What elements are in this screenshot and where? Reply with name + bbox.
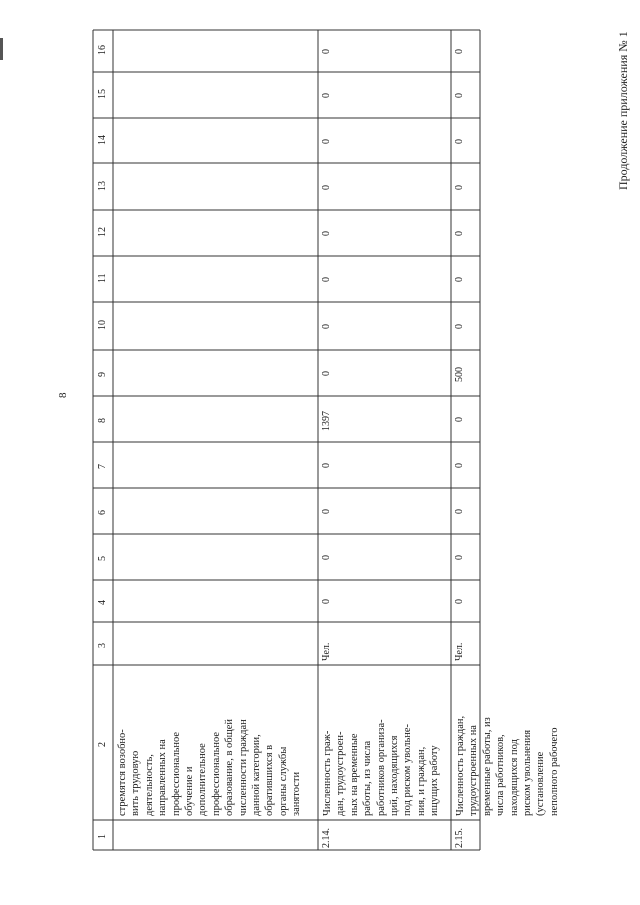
row-description-line: ния, и граждан, <box>415 746 427 816</box>
row-description-line: профессиональное <box>210 731 222 816</box>
row-description-line: численности граждан <box>237 719 249 816</box>
row-description-line: дан, трудоустроен- <box>335 731 347 816</box>
row-value-col-7: 0 <box>454 463 465 468</box>
row-description-line: стремятся возобно- <box>117 729 128 816</box>
appendix-continuation-label: Продолжение приложения № 1 <box>616 31 630 190</box>
row-value-col-9: 500 <box>454 367 465 382</box>
column-header-15: 15 <box>97 89 108 99</box>
row-unit: Чел. <box>321 642 332 661</box>
row-value-col-9: 0 <box>321 371 332 376</box>
column-header-7: 7 <box>97 464 108 469</box>
row-value-col-15: 0 <box>454 93 465 98</box>
row-value-col-10: 0 <box>321 324 332 329</box>
row-value-col-16: 0 <box>454 49 465 54</box>
row-description-line: под риском увольне- <box>402 723 414 816</box>
column-header-9: 9 <box>97 372 108 377</box>
column-header-2: 2 <box>97 741 108 747</box>
row-description-line: числа работников, <box>495 734 507 816</box>
row-value-col-12: 0 <box>321 231 332 236</box>
row-value-col-6: 0 <box>321 509 332 514</box>
row-value-col-6: 0 <box>454 509 465 514</box>
row-description-line: ищущих работу <box>429 745 441 816</box>
row-value-col-14: 0 <box>454 138 465 144</box>
row-unit: Чел. <box>454 642 465 661</box>
row-description-line: вить трудовую <box>130 750 142 816</box>
column-header-3: 3 <box>97 642 108 648</box>
row-description-line: работы, из числа <box>362 740 374 816</box>
row-value-col-11: 0 <box>321 277 332 282</box>
row-value-col-5: 0 <box>321 555 332 560</box>
row-value-col-11: 0 <box>454 277 465 282</box>
column-header-13: 13 <box>97 180 108 191</box>
row-value-col-13: 0 <box>321 184 332 190</box>
row-description-line: занятости <box>291 771 303 816</box>
row-description-line: образование, в общей <box>224 718 236 816</box>
row-value-col-5: 0 <box>454 555 465 560</box>
page-number: 8 <box>57 392 69 398</box>
column-header-16: 16 <box>97 45 108 55</box>
row-value-col-4: 0 <box>454 599 465 604</box>
column-header-5: 5 <box>97 556 108 561</box>
row-description-line: Численность граждан, <box>455 715 466 816</box>
row-description-line: органы службы <box>277 746 289 816</box>
row-value-col-8: 1397 <box>321 411 332 431</box>
column-header-10: 10 <box>97 320 108 330</box>
column-header-6: 6 <box>97 510 108 515</box>
row-description-line: работников организа- <box>375 719 387 816</box>
row-description-line: риском увольнения <box>522 729 533 816</box>
row-description-line: неполного рабочего <box>548 727 560 816</box>
row-value-col-13: 0 <box>454 184 465 190</box>
column-header-11: 11 <box>97 273 108 283</box>
row-value-col-7: 0 <box>321 463 332 468</box>
column-header-12: 12 <box>97 227 108 237</box>
row-description-line: ций, находящихся <box>389 735 400 816</box>
row-value-col-14: 0 <box>321 138 332 144</box>
row-description-line: Численность граж- <box>322 730 333 816</box>
row-value-col-10: 0 <box>454 324 465 329</box>
row-description-line: временные работы, из <box>481 717 493 816</box>
row-description-line: (установление <box>535 751 547 816</box>
row-value-col-8: 0 <box>454 417 465 422</box>
column-header-14: 14 <box>97 134 108 145</box>
row-description-line: направленных на <box>157 739 169 816</box>
row-description-line: профессиональное <box>170 731 182 816</box>
row-description-line: обратившихся в <box>264 744 276 816</box>
row-description-line: деятельность, <box>143 754 155 816</box>
row-value-col-12: 0 <box>454 231 465 236</box>
row-description-line: дополнительное <box>197 743 209 816</box>
column-header-1: 1 <box>97 834 108 839</box>
row-number: 2.14. <box>321 828 332 848</box>
column-header-8: 8 <box>97 418 108 423</box>
row-description-line: ных на временные <box>348 733 360 816</box>
row-value-col-16: 0 <box>321 49 332 54</box>
row-description-line: обучение и <box>184 766 195 816</box>
row-number: 2.15. <box>454 828 465 848</box>
row-value-col-15: 0 <box>321 93 332 98</box>
row-value-col-4: 0 <box>321 599 332 604</box>
row-description-line: трудоустроенных на <box>468 725 480 816</box>
row-description-line: находящихся под <box>508 739 520 816</box>
column-header-4: 4 <box>97 600 108 605</box>
row-description-line: данной категории, <box>251 734 262 816</box>
